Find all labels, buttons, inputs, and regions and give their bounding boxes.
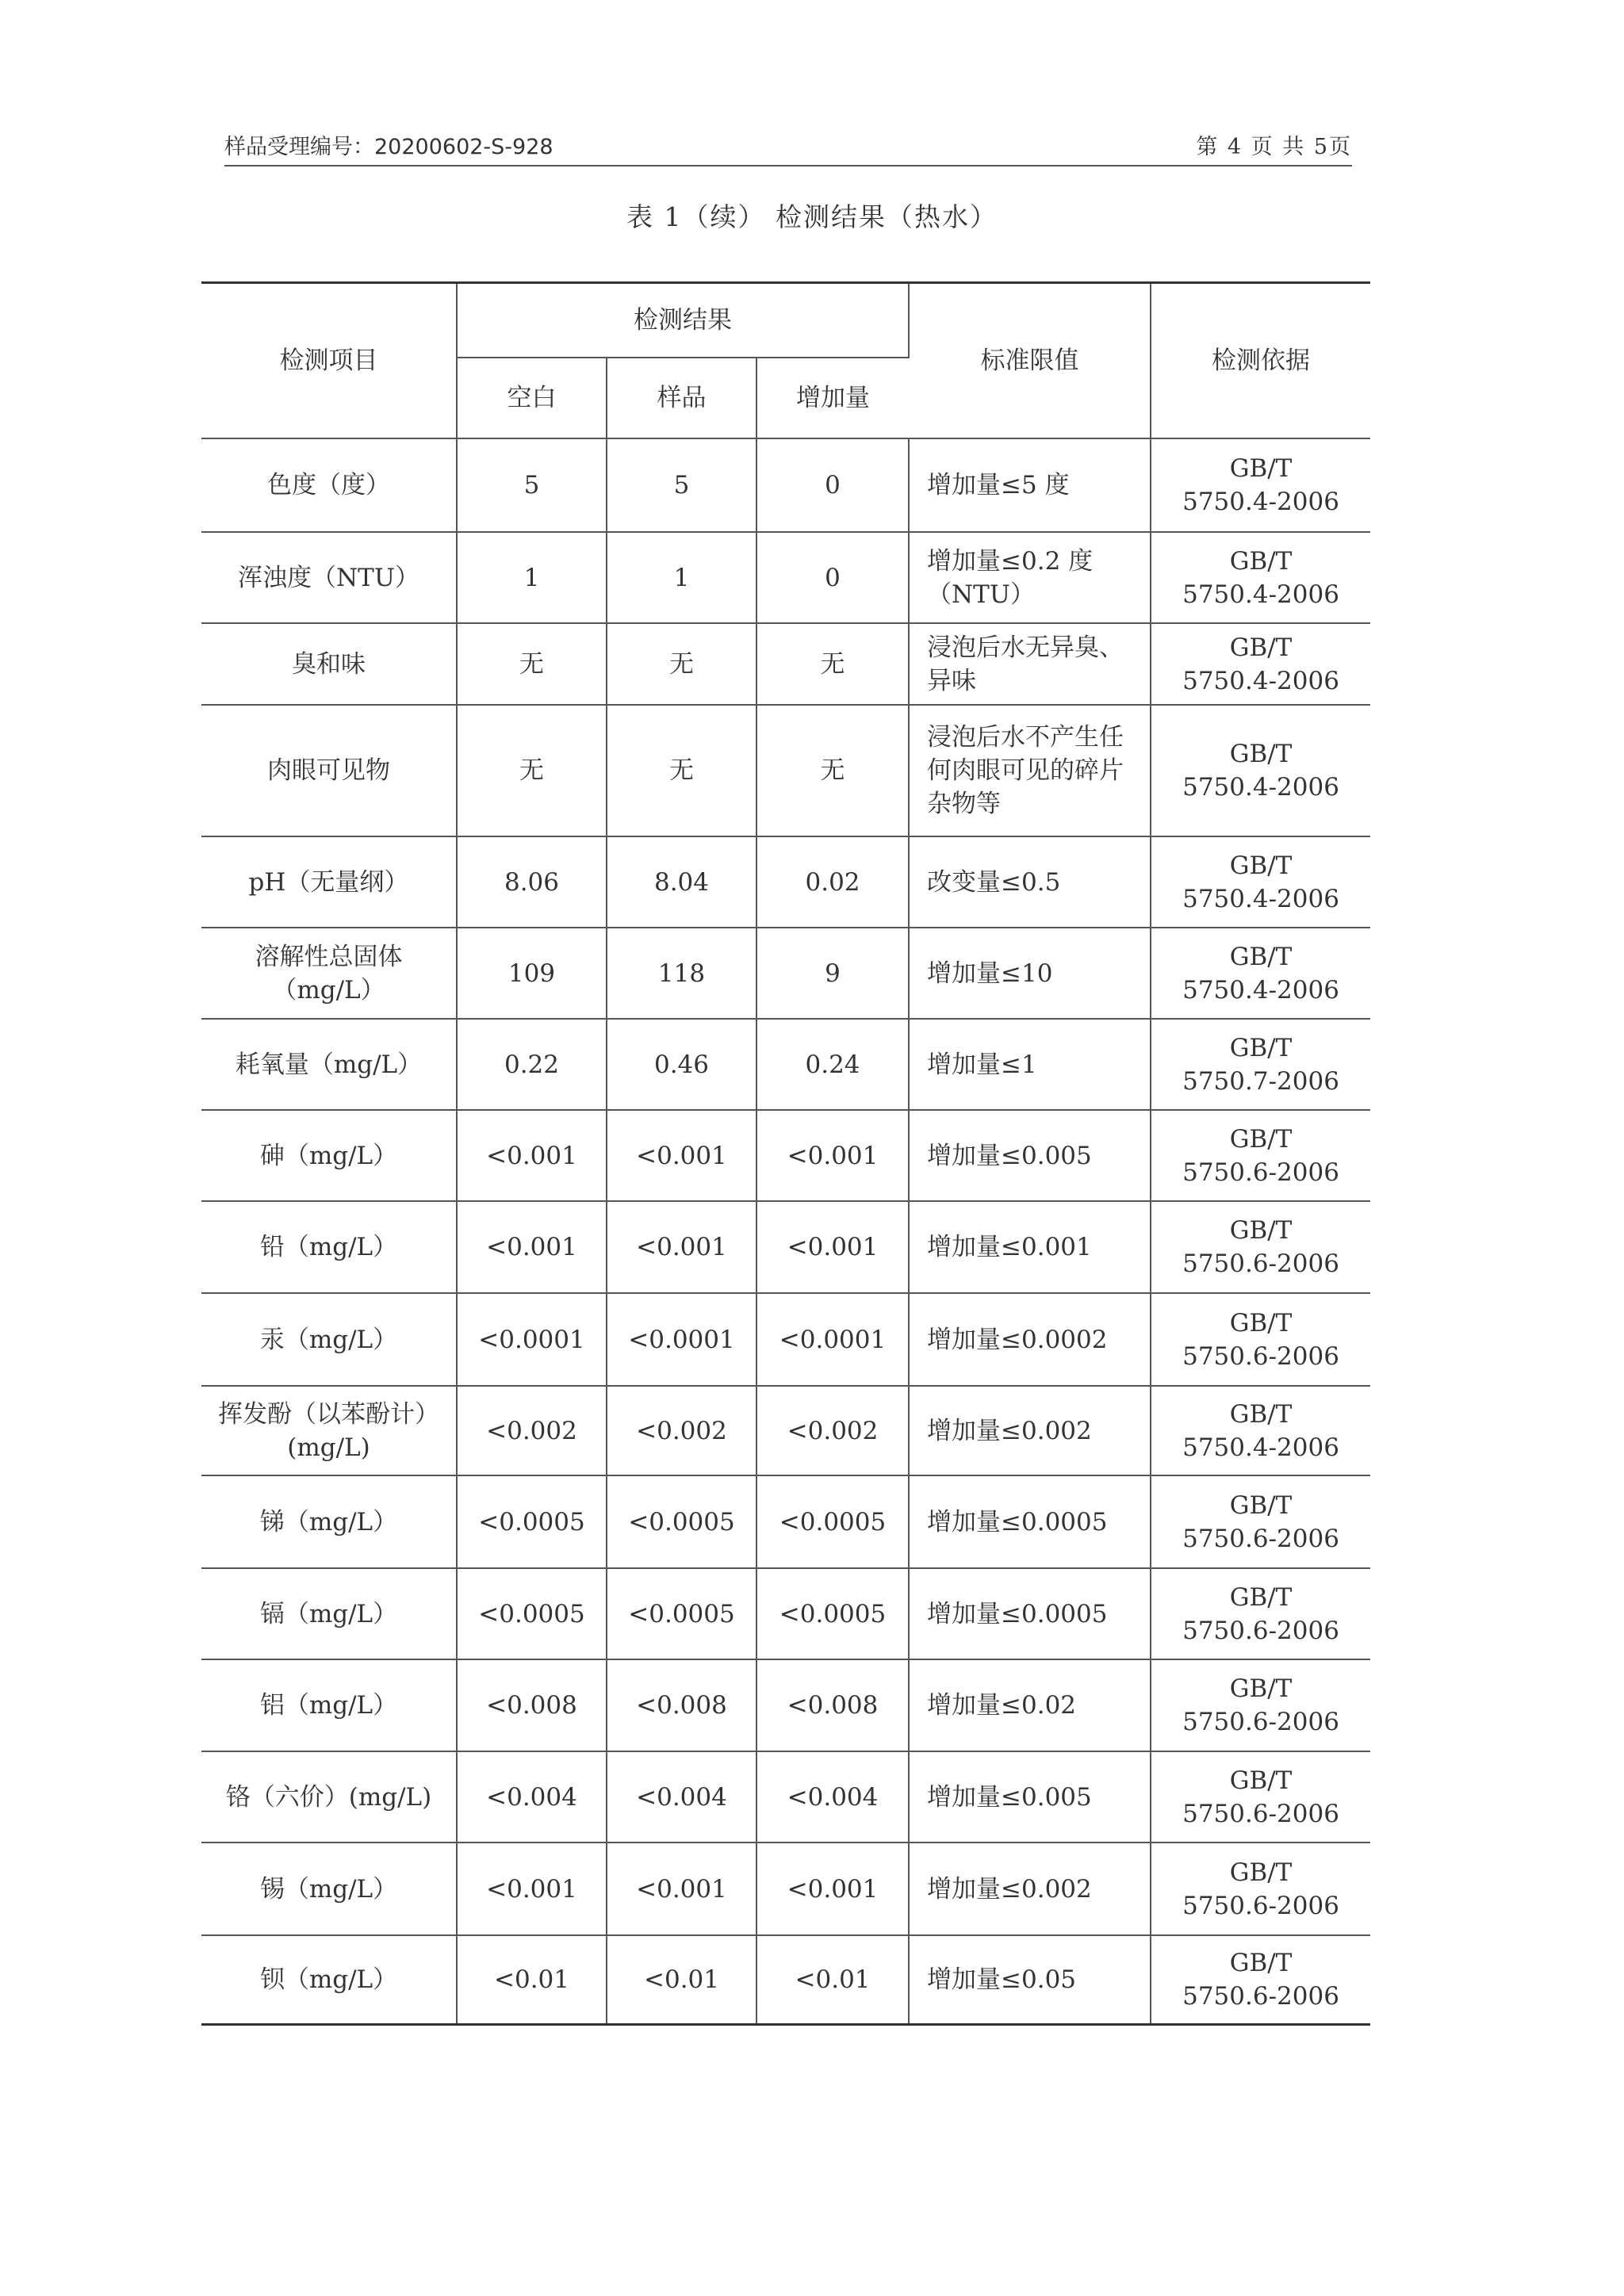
cell-blank: 1 xyxy=(457,532,607,623)
cell-basis xyxy=(1151,1386,1370,1475)
cell-item: 铬（六价）(mg/L) xyxy=(201,1751,457,1843)
cell-blank: <0.002 xyxy=(457,1386,607,1475)
cell-increase: 无 xyxy=(756,705,909,836)
cell-item: 耗氧量（mg/L） xyxy=(201,1019,457,1110)
cell-blank: <0.004 xyxy=(457,1751,607,1843)
cell-basis xyxy=(1151,532,1370,623)
basis-line: 5750.4-2006 xyxy=(1182,666,1339,695)
cell-limit: 增加量≤1 xyxy=(909,1019,1151,1110)
cell-limit: 增加量≤0.2 度（NTU） xyxy=(909,532,1151,623)
header-basis: 检测依据 xyxy=(1151,283,1370,439)
cell-limit: 增加量≤0.005 xyxy=(909,1751,1151,1843)
basis-line: GB/T xyxy=(1229,1766,1293,1795)
cell-sample: <0.001 xyxy=(607,1201,756,1293)
cell-sample: <0.0005 xyxy=(607,1568,756,1659)
cell-limit: 增加量≤0.0005 xyxy=(909,1568,1151,1659)
cell-basis xyxy=(1151,1201,1370,1293)
cell-increase: 0.02 xyxy=(756,836,909,928)
header-results: 检测结果 xyxy=(457,283,909,358)
basis-line: GB/T xyxy=(1229,1674,1293,1703)
table-row xyxy=(201,1110,1370,1201)
basis-line: GB/T xyxy=(1229,1858,1293,1887)
cell-basis xyxy=(1151,836,1370,928)
cell-limit: 增加量≤0.005 xyxy=(909,1110,1151,1201)
basis-line: 5750.6-2006 xyxy=(1182,1249,1339,1278)
cell-item: 锑（mg/L） xyxy=(201,1475,457,1568)
table-row xyxy=(201,438,1370,532)
cell-blank: 无 xyxy=(457,623,607,705)
basis-line: GB/T xyxy=(1229,1033,1293,1062)
cell-item: 铅（mg/L） xyxy=(201,1201,457,1293)
cell-limit: 改变量≤0.5 xyxy=(909,836,1151,928)
table-row xyxy=(201,928,1370,1019)
cell-sample: <0.01 xyxy=(607,1935,756,2024)
cell-sample: <0.008 xyxy=(607,1659,756,1751)
basis-line: GB/T xyxy=(1229,546,1293,576)
cell-item: 钡（mg/L） xyxy=(201,1935,457,2024)
cell-blank: 8.06 xyxy=(457,836,607,928)
cell-item: 浑浊度（NTU） xyxy=(201,532,457,623)
basis-line: GB/T xyxy=(1229,1582,1293,1612)
cell-sample: 5 xyxy=(607,438,756,532)
basis-line: GB/T xyxy=(1229,1308,1293,1337)
cell-basis xyxy=(1151,1110,1370,1201)
header-sample: 样品 xyxy=(607,358,756,438)
basis-line: GB/T xyxy=(1229,454,1293,483)
cell-sample: <0.0005 xyxy=(607,1475,756,1568)
basis-line: GB/T xyxy=(1229,633,1293,662)
cell-increase: <0.001 xyxy=(756,1110,909,1201)
basis-line: 5750.6-2006 xyxy=(1182,1799,1339,1828)
basis-line: 5750.6-2006 xyxy=(1182,1524,1339,1553)
cell-increase: 0 xyxy=(756,438,909,532)
basis-line: GB/T xyxy=(1229,1490,1293,1520)
cell-limit: 增加量≤0.002 xyxy=(909,1843,1151,1935)
cell-item: 挥发酚（以苯酚计）(mg/L) xyxy=(201,1386,457,1475)
cell-item: 肉眼可见物 xyxy=(201,705,457,836)
cell-blank: <0.001 xyxy=(457,1843,607,1935)
cell-increase: 0.24 xyxy=(756,1019,909,1110)
cell-basis xyxy=(1151,438,1370,532)
cell-item: 镉（mg/L） xyxy=(201,1568,457,1659)
cell-sample: 118 xyxy=(607,928,756,1019)
cell-blank: 无 xyxy=(457,705,607,836)
basis-line: 5750.4-2006 xyxy=(1182,580,1339,609)
header-limit: 标准限值 xyxy=(909,283,1151,439)
basis-line: GB/T xyxy=(1229,942,1293,971)
cell-basis xyxy=(1151,1293,1370,1386)
cell-sample: <0.001 xyxy=(607,1110,756,1201)
cell-increase: <0.01 xyxy=(756,1935,909,2024)
table-row xyxy=(201,1386,1370,1475)
cell-basis xyxy=(1151,1935,1370,2024)
cell-blank: 109 xyxy=(457,928,607,1019)
basis-line: 5750.4-2006 xyxy=(1182,488,1339,516)
table-row xyxy=(201,1568,1370,1659)
cell-item: 锡（mg/L） xyxy=(201,1843,457,1935)
cell-limit: 增加量≤0.05 xyxy=(909,1935,1151,2024)
cell-increase: <0.004 xyxy=(756,1751,909,1843)
basis-line: 5750.6-2006 xyxy=(1182,1891,1339,1920)
cell-limit: 浸泡后水无异臭、异味 xyxy=(909,623,1151,705)
cell-limit: 增加量≤0.001 xyxy=(909,1201,1151,1293)
cell-item: 砷（mg/L） xyxy=(201,1110,457,1201)
cell-limit: 增加量≤0.002 xyxy=(909,1386,1151,1475)
cell-limit: 浸泡后水不产生任何肉眼可见的碎片杂物等 xyxy=(909,705,1151,836)
cell-limit: 增加量≤0.02 xyxy=(909,1659,1151,1751)
page-header xyxy=(224,130,1352,166)
cell-sample: 无 xyxy=(607,705,756,836)
cell-basis xyxy=(1151,1843,1370,1935)
cell-item: 臭和味 xyxy=(201,623,457,705)
table-row xyxy=(201,1201,1370,1293)
table-row xyxy=(201,705,1370,836)
table-body xyxy=(201,438,1370,2024)
cell-sample: 0.46 xyxy=(607,1019,756,1110)
basis-line: 5750.7-2006 xyxy=(1182,1066,1339,1096)
basis-line: 5750.6-2006 xyxy=(1182,1616,1339,1645)
cell-blank: <0.008 xyxy=(457,1659,607,1751)
cell-basis xyxy=(1151,928,1370,1019)
cell-increase: 0 xyxy=(756,532,909,623)
table-row xyxy=(201,1475,1370,1568)
basis-line: 5750.6-2006 xyxy=(1182,1341,1339,1371)
table-row xyxy=(201,836,1370,928)
cell-basis xyxy=(1151,705,1370,836)
cell-basis xyxy=(1151,1568,1370,1659)
basis-line: GB/T xyxy=(1229,1124,1293,1154)
table-row xyxy=(201,1751,1370,1843)
cell-basis xyxy=(1151,1019,1370,1110)
cell-blank: <0.001 xyxy=(457,1110,607,1201)
cell-increase: <0.008 xyxy=(756,1659,909,1751)
cell-limit: 增加量≤10 xyxy=(909,928,1151,1019)
table-row xyxy=(201,1019,1370,1110)
cell-item: 铝（mg/L） xyxy=(201,1659,457,1751)
header-increase: 增加量 xyxy=(756,358,909,438)
basis-line: 5750.6-2006 xyxy=(1182,1158,1339,1187)
header-blank: 空白 xyxy=(457,358,607,438)
cell-increase: <0.001 xyxy=(756,1201,909,1293)
cell-sample: 8.04 xyxy=(607,836,756,928)
cell-sample: <0.0001 xyxy=(607,1293,756,1386)
cell-limit: 增加量≤5 度 xyxy=(909,438,1151,532)
cell-increase: <0.001 xyxy=(756,1843,909,1935)
basis-line: GB/T xyxy=(1229,1948,1293,1977)
cell-blank: 0.22 xyxy=(457,1019,607,1110)
cell-basis xyxy=(1151,623,1370,705)
cell-limit: 增加量≤0.0002 xyxy=(909,1293,1151,1386)
basis-line: 5750.4-2006 xyxy=(1182,773,1339,802)
basis-line: GB/T xyxy=(1229,851,1293,880)
cell-sample: <0.002 xyxy=(607,1386,756,1475)
table-row xyxy=(201,1935,1370,2024)
cell-increase: 9 xyxy=(756,928,909,1019)
table-row xyxy=(201,623,1370,705)
cell-increase: <0.0001 xyxy=(756,1293,909,1386)
table-title: 表 1（续） 检测结果（热水） xyxy=(626,201,998,232)
cell-basis xyxy=(1151,1659,1370,1751)
cell-limit: 增加量≤0.0005 xyxy=(909,1475,1151,1568)
cell-blank: <0.001 xyxy=(457,1201,607,1293)
basis-line: 5750.4-2006 xyxy=(1182,1433,1339,1462)
cell-item: 汞（mg/L） xyxy=(201,1293,457,1386)
basis-line: 5750.6-2006 xyxy=(1182,1981,1339,2011)
table-row xyxy=(201,1843,1370,1935)
basis-line: 5750.4-2006 xyxy=(1182,975,1339,1004)
cell-increase: <0.0005 xyxy=(756,1475,909,1568)
cell-increase: 无 xyxy=(756,623,909,705)
header-item: 检测项目 xyxy=(201,283,457,439)
page-info: 第 4 页 共 5页 xyxy=(1196,135,1352,159)
table-row xyxy=(201,1659,1370,1751)
cell-sample: 无 xyxy=(607,623,756,705)
table-row xyxy=(201,532,1370,623)
cell-blank: <0.01 xyxy=(457,1935,607,2024)
cell-sample: <0.004 xyxy=(607,1751,756,1843)
cell-blank: 5 xyxy=(457,438,607,532)
sample-number: 样品受理编号：20200602-S-928 xyxy=(224,135,553,159)
cell-item: 溶解性总固体（mg/L） xyxy=(201,928,457,1019)
cell-increase: <0.002 xyxy=(756,1386,909,1475)
cell-basis xyxy=(1151,1751,1370,1843)
cell-sample: 1 xyxy=(607,532,756,623)
basis-line: 5750.6-2006 xyxy=(1182,1708,1339,1736)
basis-line: 5750.4-2006 xyxy=(1182,884,1339,913)
cell-blank: <0.0005 xyxy=(457,1568,607,1659)
basis-line: GB/T xyxy=(1229,1216,1293,1245)
cell-item: 色度（度） xyxy=(201,438,457,532)
table-row xyxy=(201,1293,1370,1386)
cell-blank: <0.0001 xyxy=(457,1293,607,1386)
results-table xyxy=(201,281,1370,2026)
cell-sample: <0.001 xyxy=(607,1843,756,1935)
cell-increase: <0.0005 xyxy=(756,1568,909,1659)
basis-line: GB/T xyxy=(1229,1399,1293,1429)
cell-item: pH（无量纲） xyxy=(201,836,457,928)
cell-basis xyxy=(1151,1475,1370,1568)
basis-line: GB/T xyxy=(1229,740,1293,768)
cell-blank: <0.0005 xyxy=(457,1475,607,1568)
